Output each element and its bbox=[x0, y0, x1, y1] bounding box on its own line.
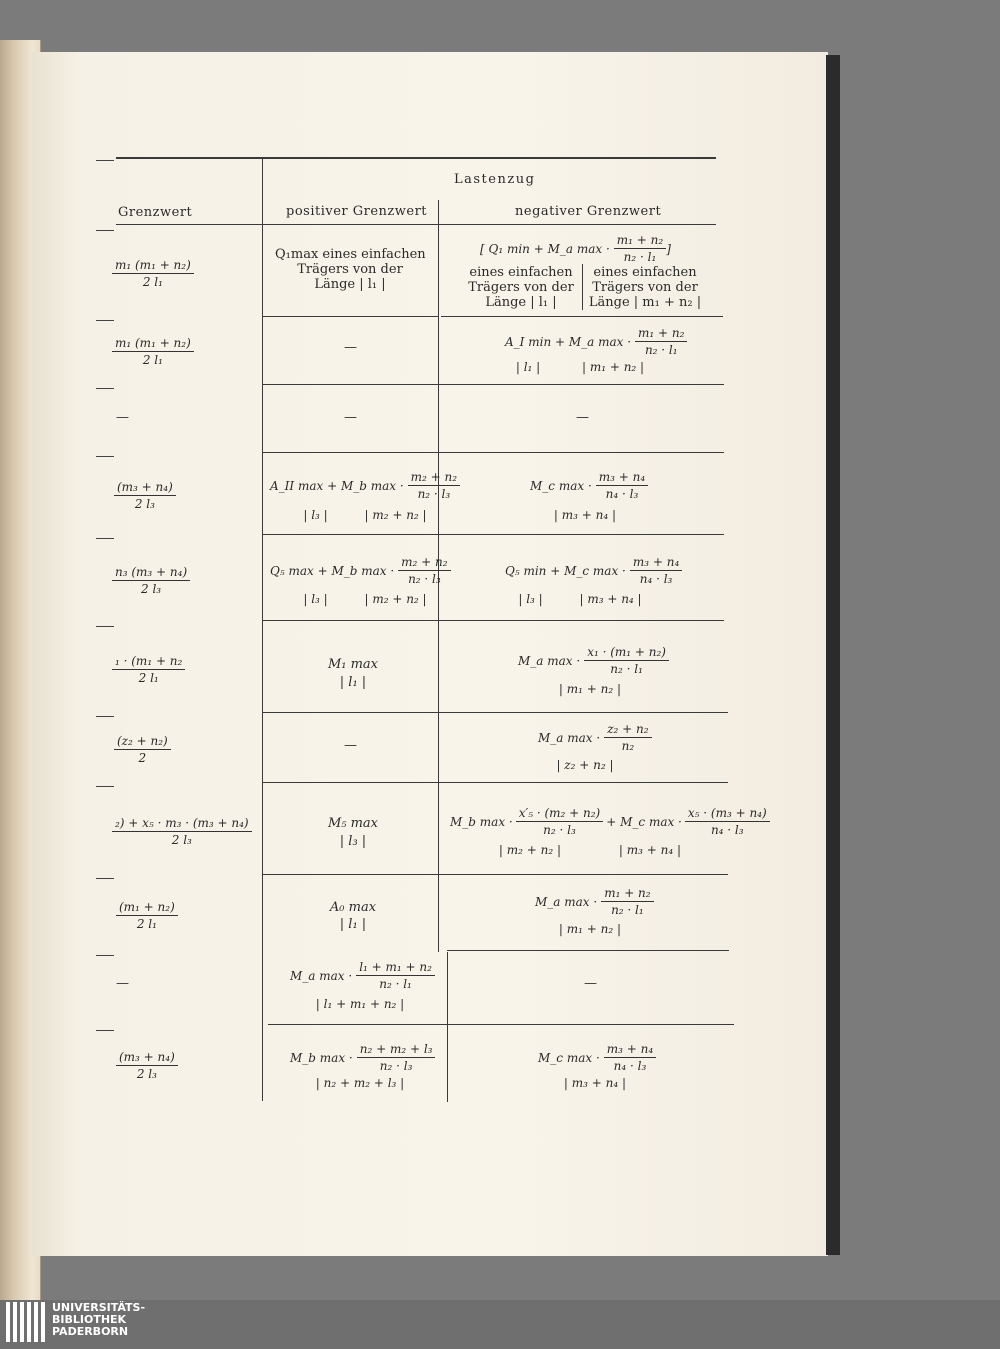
pos-cell-dash: — bbox=[344, 340, 357, 355]
row-rule bbox=[262, 782, 728, 783]
pos-cell-line: Länge | l₁ | bbox=[314, 277, 386, 292]
pos-cell-line: A₀ max bbox=[329, 900, 377, 915]
pos-cell-dash: — bbox=[344, 738, 357, 753]
left-cell-dash: — bbox=[116, 976, 129, 991]
margin-tick bbox=[96, 716, 114, 717]
row-rule bbox=[441, 316, 723, 317]
pos-length-row: | l₃ | | m₂ + n₂ | bbox=[303, 592, 427, 606]
library-name-line: UNIVERSITÄTS- bbox=[52, 1301, 146, 1314]
neg-length-row: | m₃ + n₄ | bbox=[553, 508, 617, 522]
margin-tick bbox=[96, 786, 114, 787]
pos-length-row: | n₂ + m₂ + l₃ | bbox=[315, 1076, 405, 1090]
pos-cell-line: Q₁max eines einfachen bbox=[275, 247, 426, 262]
neg-sub-line: eines einfachen bbox=[469, 265, 573, 280]
row-rule bbox=[262, 620, 724, 621]
header-rule bbox=[116, 224, 716, 225]
neg-length-row: | m₃ + n₄ | bbox=[563, 1076, 627, 1090]
pos-length-row: | l₃ | | m₂ + n₂ | bbox=[303, 508, 427, 522]
margin-tick bbox=[96, 626, 114, 627]
pos-cell-line: | l₁ | bbox=[339, 917, 367, 932]
margin-tick bbox=[96, 320, 114, 321]
pos-cell-dash: — bbox=[344, 410, 357, 425]
left-cell-formula: $\frac{\text{n₃ (m₃ + n₄)}}{\text{2 l₃}}$ bbox=[112, 565, 190, 596]
neg-length-row: | l₃ | | m₃ + n₄ | bbox=[518, 592, 642, 606]
pos-cell-line: M₁ max bbox=[327, 657, 379, 672]
row-rule bbox=[268, 1024, 734, 1025]
neg-cell-formula: Q₅ min + M_c max · $\frac{\text{m₃ + n₄}}{\text{n₄ · l₃}}$ bbox=[505, 555, 682, 586]
neg-cell-formula: M_c max · $\frac{\text{m₃ + n₄}}{\text{n₄ · l₃}}$ bbox=[530, 470, 648, 501]
pos-cell-formula: M_b max · $\frac{\text{n₂ + m₂ + l₃}}{\text{n₂ · l₃}}$ bbox=[290, 1042, 435, 1073]
margin-tick bbox=[96, 538, 114, 539]
neg-length-row: | l₁ | | m₁ + n₂ | bbox=[515, 360, 645, 374]
library-name-line: PADERBORN bbox=[52, 1325, 129, 1338]
neg-length-row: | m₂ + n₂ | | m₃ + n₄ | bbox=[498, 843, 682, 857]
left-cell-formula: $\frac{\text{(m₃ + n₄)}}{\text{2 l₃}}$ bbox=[114, 480, 176, 511]
margin-tick bbox=[96, 388, 114, 389]
neg-cell-formula: M_a max · $\frac{\text{z₂ + n₂}}{\text{n₂}}$ bbox=[538, 722, 652, 753]
neg-cell-dash: — bbox=[576, 410, 589, 425]
footer-bar bbox=[0, 1300, 1000, 1349]
neg-sub-line: eines einfachen bbox=[593, 265, 697, 280]
left-cell-formula: $\frac{\text{(m₁ + n₂)}}{\text{2 l₁}}$ bbox=[116, 900, 178, 931]
header-positive: positiver Grenzwert bbox=[286, 204, 428, 219]
row-rule bbox=[447, 950, 729, 951]
header-negative: negativer Grenzwert bbox=[515, 204, 662, 219]
neg-length-row: | m₁ + n₂ | bbox=[558, 922, 622, 936]
header-left: Grenzwert bbox=[118, 205, 193, 220]
margin-tick bbox=[96, 456, 114, 457]
pos-cell-line: M₅ max bbox=[327, 816, 379, 831]
neg-split-rule bbox=[582, 264, 583, 310]
pos-cell-formula: Q₅ max + M_b max · $\frac{\text{m₂ + n₂}}{\text{n₂ · l₃}}$ bbox=[270, 555, 451, 586]
pos-cell-formula: M_a max · $\frac{\text{l₁ + m₁ + n₂}}{\text{n₂ · l₁}}$ bbox=[290, 960, 435, 991]
left-cell-formula: $\frac{\text{(z₂ + n₂)}}{2}$ bbox=[114, 734, 171, 765]
row-rule bbox=[262, 384, 724, 385]
row-rule bbox=[262, 452, 724, 453]
left-cell-dash: — bbox=[116, 410, 129, 425]
neg-sub-line: Länge | m₁ + n₂ | bbox=[588, 295, 702, 310]
left-cell-formula: $\frac{\text{₁ · (m₁ + n₂}}{\text{2 l₁}}$ bbox=[112, 654, 185, 685]
neg-cell-formula: M_c max · $\frac{\text{m₃ + n₄}}{\text{n₄ · l₃}}$ bbox=[538, 1042, 656, 1073]
row-rule bbox=[262, 316, 438, 317]
margin-tick bbox=[96, 878, 114, 879]
left-cell-formula: $\frac{\text{(m₃ + n₄)}}{\text{2 l₃}}$ bbox=[116, 1050, 178, 1081]
neg-cell-formula: M_a max · $\frac{\text{m₁ + n₂}}{\text{n₂ · l₁}}$ bbox=[535, 886, 654, 917]
pos-length-row: | l₁ + m₁ + n₂ | bbox=[315, 997, 405, 1011]
column-rule-1 bbox=[262, 159, 263, 1101]
pos-cell-line: | l₁ | bbox=[339, 675, 367, 690]
left-cell-formula: $\frac{\text{m₁ (m₁ + n₂)}}{\text{2 l₁}}$ bbox=[112, 258, 194, 289]
neg-sub-line: Trägers von der bbox=[468, 280, 574, 295]
neg-cell-formula: A_I min + M_a max · $\frac{\text{m₁ + n₂}}{\text{n₂ · l₁}}$ bbox=[505, 326, 687, 357]
neg-length-row: | m₁ + n₂ | bbox=[558, 682, 622, 696]
neg-cell-formula: M_a max · $\frac{\text{x₁ · (m₁ + n₂)}}{\text{n₂ · l₁}}$ bbox=[518, 645, 669, 676]
pos-cell-line: Trägers von der bbox=[297, 262, 403, 277]
book-cover-edge bbox=[826, 55, 840, 1255]
neg-cell-dash: — bbox=[584, 976, 597, 991]
pos-cell-line: | l₃ | bbox=[339, 834, 367, 849]
row-rule bbox=[262, 874, 728, 875]
neg-cell-formula: M_b max · $\frac{\text{x′₅ · (m₂ + n₂)}}{\text{n₂ · l₃}}$ + M_c max · $\frac{\text{x₅ · (m₃ + n₄)}}{\text{n₄ · l₃}}$ bbox=[450, 806, 770, 837]
row-rule bbox=[262, 534, 724, 535]
margin-tick bbox=[96, 230, 114, 231]
row-rule bbox=[262, 712, 728, 713]
library-logo-icon bbox=[6, 1302, 46, 1342]
table-top-rule bbox=[116, 157, 716, 159]
margin-tick bbox=[96, 160, 114, 161]
library-name-line: BIBLIOTHEK bbox=[52, 1313, 127, 1326]
column-rule-2b bbox=[447, 952, 448, 1102]
pos-cell-formula: A_II max + M_b max · $\frac{\text{m₂ + n₂}}{\text{n₂ · l₃}}$ bbox=[270, 470, 460, 501]
left-cell-formula: $\frac{\text{₂) + x₅ · m₃ · (m₃ + n₄)}}{\text{2 l₃}}$ bbox=[112, 816, 252, 847]
left-cell-formula: $\frac{\text{m₁ (m₁ + n₂)}}{\text{2 l₁}}$ bbox=[112, 336, 194, 367]
margin-tick bbox=[96, 1030, 114, 1031]
neg-cell-formula: [ Q₁ min + M_a max · $\frac{\text{m₁ + n₂}}{\text{n₂ · l₁}}$ ] bbox=[480, 233, 671, 264]
neg-sub-line: Trägers von der bbox=[592, 280, 698, 295]
header-group-title: Lastenzug bbox=[454, 172, 536, 187]
neg-length-row: | z₂ + n₂ | bbox=[556, 758, 614, 772]
neg-sub-line: Länge | l₁ | bbox=[485, 295, 557, 310]
margin-tick bbox=[96, 955, 114, 956]
